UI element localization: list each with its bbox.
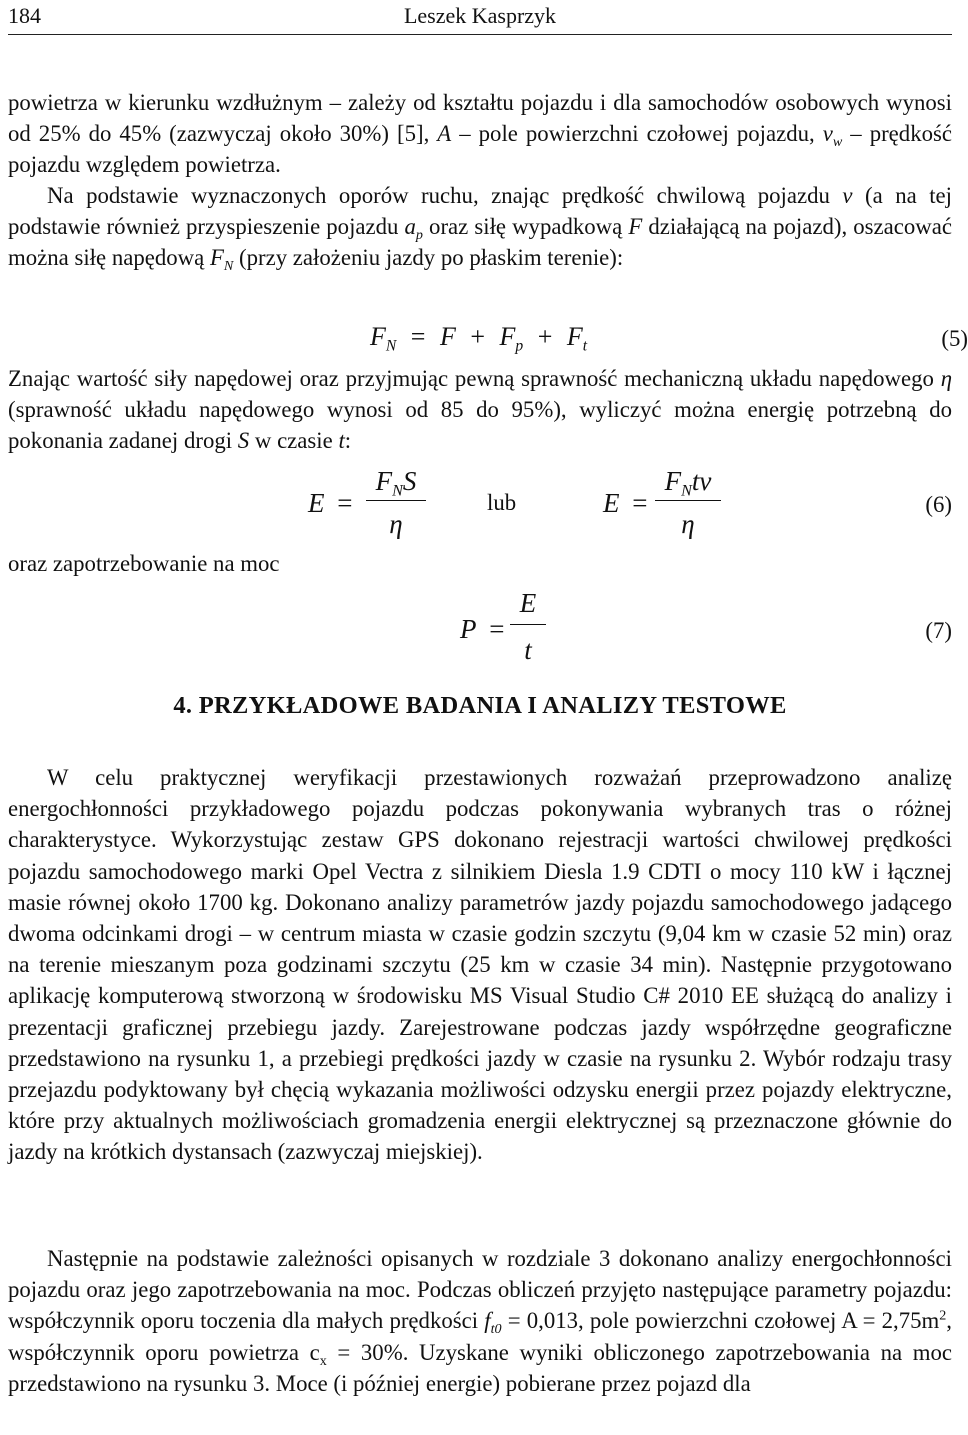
equation-number: (6): [925, 492, 952, 517]
paragraph: Znając wartość siły napędowej oraz przyjmując pewną sprawność mechaniczną układu napędowego η (sprawność układu napędowego wynosi od 85 do 95%), wyliczyć można energię potrzebną do pokonania zadanej drogi S w czasie t:: [8, 366, 952, 454]
paragraph-experiment: [8, 762, 952, 1168]
equation-5: $F_N = F + F_p + F_t$ (5): [370, 322, 968, 355]
equation-number: (5): [941, 326, 968, 351]
running-header: [8, 0, 952, 35]
paragraph: oraz zapotrzebowanie na moc: [8, 551, 280, 576]
equation-number: (7): [925, 618, 952, 643]
paragraph: W celu praktycznej weryfikacji przestawionych rozważań przeprowadzono analizę energochłonności przykładowego pojazdu podczas pokonywania wybranych tras o różnej charakterystyce. Wykorzystując zestaw GPS dokonano rejestracji wartości chwilowej prędkości pojazdu samochodowego marki Opel Vectra z silnikiem Diesla 1.9 CDTI o mocy 110 kW i łącznej masie równej około 1700 kg. Dokonano analizy parametrów jazdy pojazdu samochodowego jadącego dwoma odcinkami drogi – w centrum miasta w czasie godzin szczytu (9,04 km w czasie 52 min) oraz na terenie mieszanym poza godzinami szczytu (25 km w czasie 34 min). Następnie przygotowano aplikację komputerową stworzoną w środowisku MS Visual Studio C# 2010 EE służącą do analizy i prezentacji graficznej przebiegu jazdy. Zarejestrowane podczas jazdy współrzędne geograficzne przedstawiono na rysunku 1, a przebiegi prędkości jazdy w czasie na rysunku 2. Wybór rodzaju trasy przejazdu podyktowany był chęcią wykazania możliwości odzysku energii przez pojazdy elektryczne, które przy aktualnych możliwościach gromadzenia energii elektrycznej są przeznaczone głównie do jazdy na krótkich dystansach (zazwyczaj miejskiej).: [8, 765, 952, 1165]
paragraph-energy: [8, 363, 952, 457]
equation-6: E = $F_NS$ η lub E = $F_Ntv$ η (6): [8, 462, 952, 554]
paragraph: Następnie na podstawie zależności opisanych w rozdziale 3 dokonano analizy energochłonności pojazdu oraz jego zapotrzebowania na moc. Podczas obliczeń przyjęto następujące parametry pojazdu: współczynnik oporu toczenia dla małych prędkości $f_{t0} = 0,013$, pole powierzchni czołowej $A = 2,75m^2$, współczynnik oporu powietrza $c_x = 30\%$. Uzyskane wyniki obliczonego zapotrzebowania na moc przedstawiono na rysunku 3. Moce (i później energie) pobierane przez pojazd dla: [8, 1246, 952, 1396]
paragraph-calculations: [8, 1243, 952, 1399]
equation-7: P = E t (7): [8, 582, 952, 678]
paragraph-driving-force: [8, 180, 952, 274]
paragraph-power-intro: [8, 548, 952, 579]
running-header-author: Leszek Kasprzyk: [403, 3, 557, 28]
paragraph-continuation: [8, 87, 952, 181]
section-heading: 4. PRZYKŁADOWE BADANIA I ANALIZY TESTOWE: [173, 692, 787, 719]
page-number: 184: [8, 3, 41, 28]
paragraph: powietrza w kierunku wzdłużnym – zależy od kształtu pojazdu i dla samochodów osobowych wynosi od 25% do 45% (zazwyczaj około 30%) [5], A – pole powierzchni czołowej pojazdu, $v_w$ – prędkość pojazdu względem powietrza.: [8, 90, 952, 178]
paragraph: Na podstawie wyznaczonych oporów ruchu, znając prędkość chwilową pojazdu v (a na tej podstawie również przyspieszenie pojazdu $a_p$ oraz siłę wypadkową F działającą na pojazd), oszacować można siłę napędową $F_N$ (przy założeniu jazdy po płaskim terenie):: [8, 183, 952, 275]
